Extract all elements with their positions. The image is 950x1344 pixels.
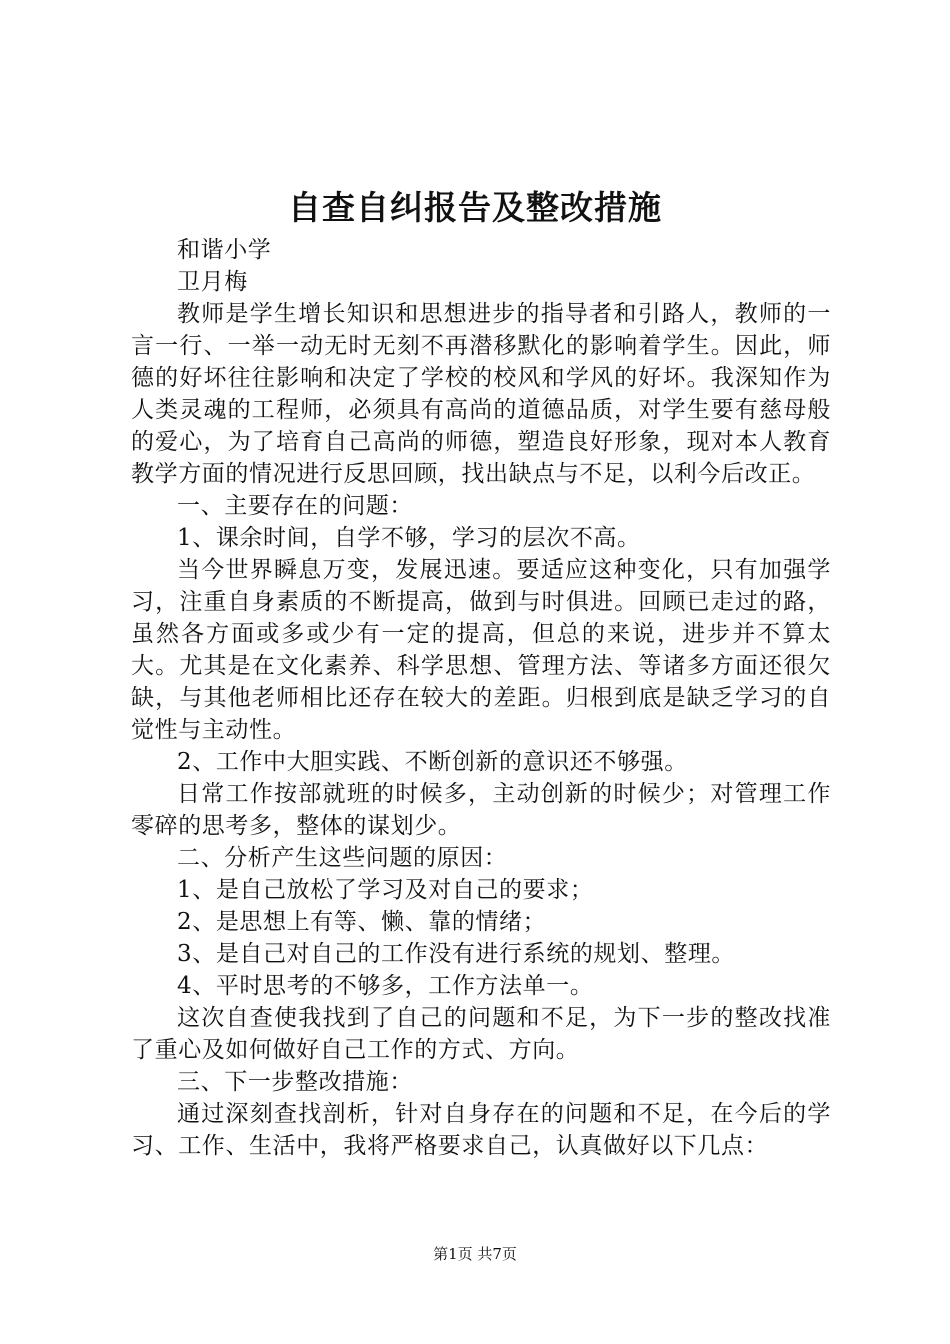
problem-item-1: 1、课余时间，自学不够，学习的层次不高。: [177, 525, 641, 551]
cause-item-1: 1、是自己放松了学习及对自己的要求；: [177, 877, 594, 903]
section-heading-measures: 三、下一步整改措施：: [177, 1069, 413, 1095]
problem-2-paragraph: 日常工作按部就班的时候多，主动创新的时候少；对管理工作零碎的思考多，整体的谋划少。: [131, 781, 831, 839]
self-check-paragraph: 这次自查使我找到了自己的问题和不足，为下一步的整改找准了重心及如何做好自己工作的方式、方向。: [131, 1005, 831, 1063]
cause-item-4: 4、平时思考的不够多，工作方法单一。: [177, 973, 594, 999]
section-heading-problems: 一、主要存在的问题：: [177, 493, 413, 519]
problem-1-paragraph: 当今世界瞬息万变，发展迅速。要适应这种变化，只有加强学习，注重自身素质的不断提高，做到与时俱进。回顾已走过的路，虽然各方面或多或少有一定的提高，但总的来说，进步并不算太大。尤其是在文化素养、科学思想、管理方法、等诸多方面还很欠缺，与其他老师相比还存在较大的差距。归根到底是缺乏学习的自觉性与主动性。: [131, 557, 831, 743]
school-name: 和谐小学: [177, 237, 272, 263]
document-body: [131, 234, 831, 1162]
cause-item-3: 3、是自己对自己的工作没有进行系统的规划、整理。: [177, 941, 736, 967]
intro-paragraph: 教师是学生增长知识和思想进步的指导者和引路人，教师的一言一行、一举一动无时无刻不再潜移默化的影响着学生。因此，师德的好坏往往影响和决定了学校的校风和学风的好坏。我深知作为人类灵魂的工程师，必须具有高尚的道德品质，对学生要有慈母般的爱心，为了培育自己高尚的师德，塑造良好形象，现对本人教育教学方面的情况进行反思回顾，找出缺点与不足，以利今后改正。: [131, 301, 831, 487]
page-number-footer: 第1页 共7页: [433, 1245, 517, 1263]
document-title: 自查自纠报告及整改措施: [288, 188, 662, 227]
section-heading-causes: 二、分析产生这些问题的原因：: [177, 845, 508, 871]
author-name: 卫月梅: [177, 269, 248, 295]
measures-intro-paragraph: 通过深刻查找剖析，针对自身存在的问题和不足，在今后的学习、工作、生活中，我将严格要求自己，认真做好以下几点：: [131, 1101, 831, 1159]
cause-item-2: 2、是思想上有等、懒、靠的情绪；: [177, 909, 547, 935]
problem-item-2: 2、工作中大胆实践、不断创新的意识还不够强。: [177, 749, 688, 775]
